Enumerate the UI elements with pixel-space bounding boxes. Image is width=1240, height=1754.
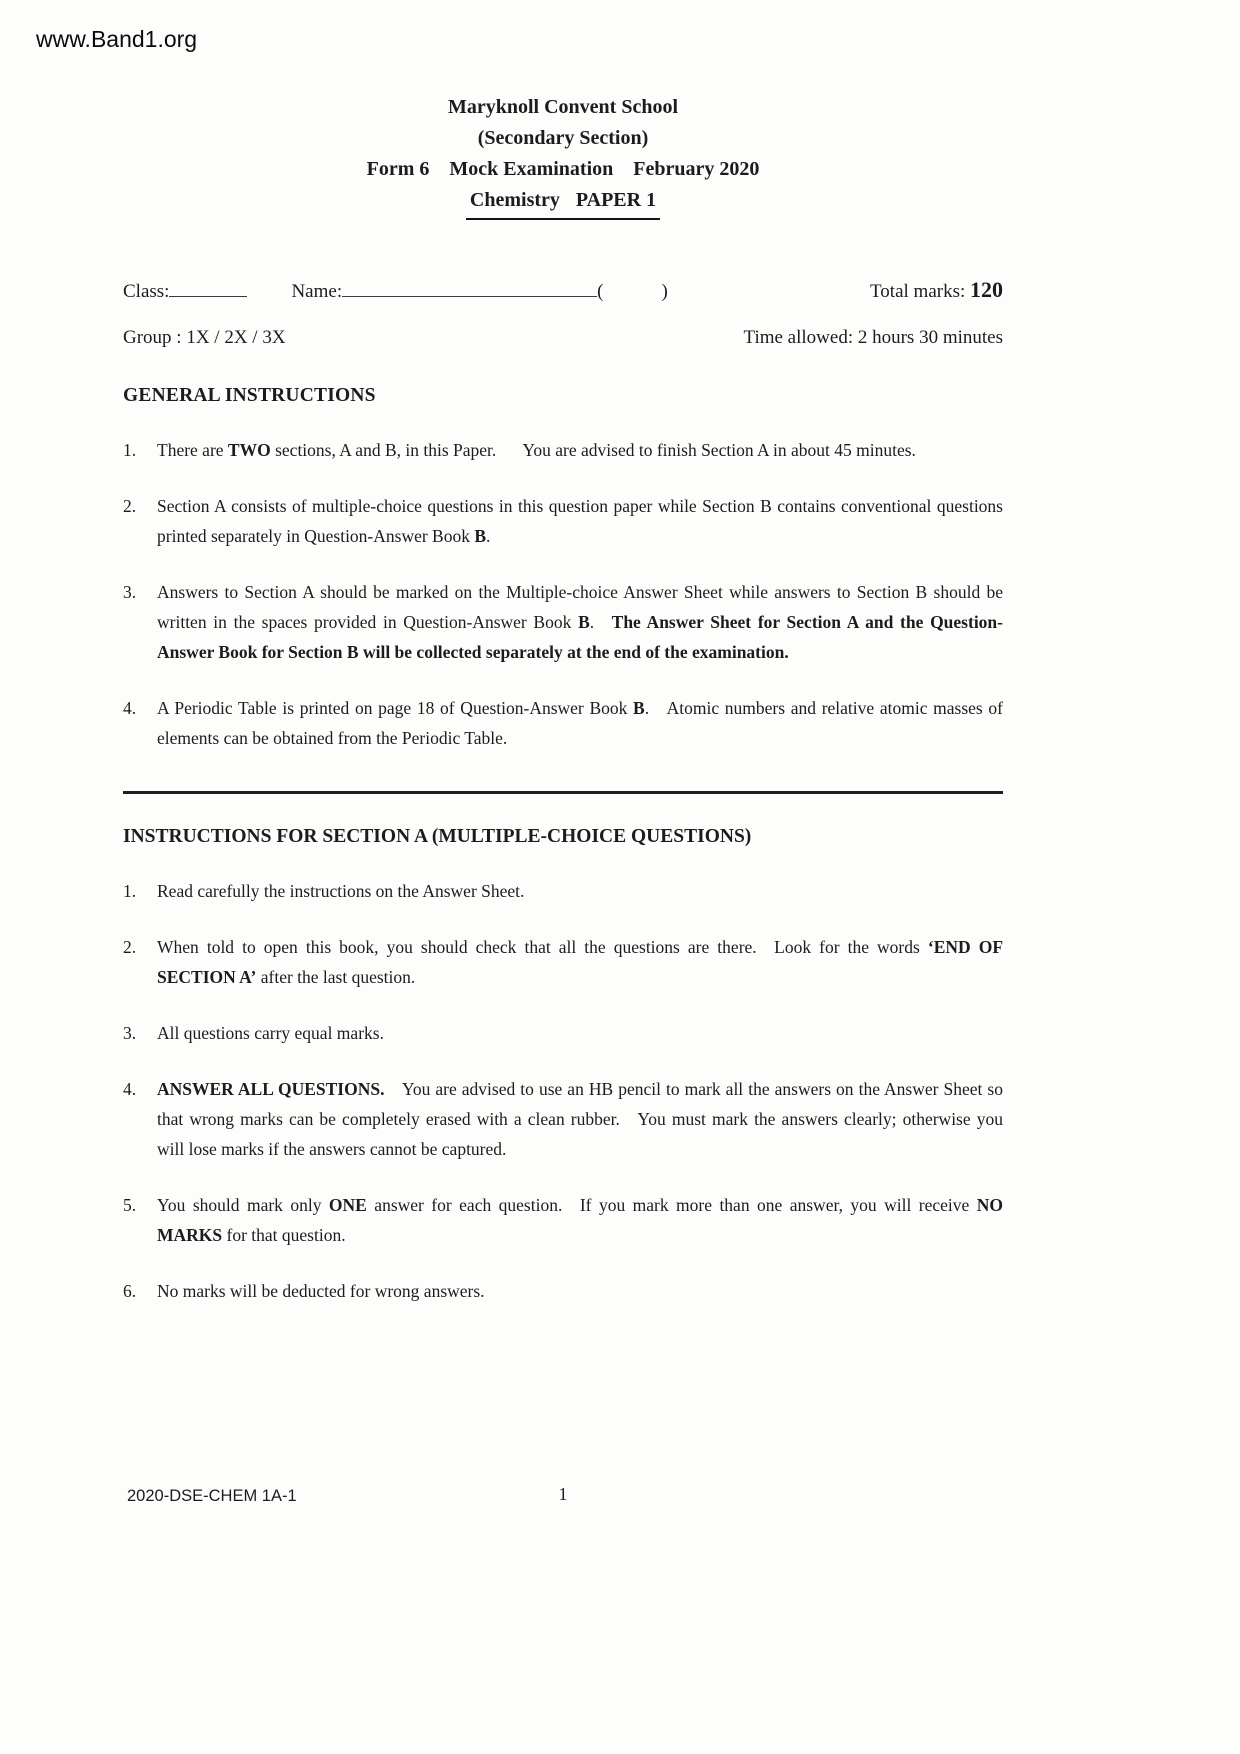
- time-allowed: Time allowed: 2 hours 30 minutes: [743, 327, 1003, 348]
- page-footer: [123, 1484, 1003, 1505]
- name-label: Name:: [291, 281, 343, 302]
- page-number: 1: [558, 1484, 568, 1504]
- instruction-item: [123, 1276, 1003, 1306]
- instruction-item: [123, 1018, 1003, 1048]
- instruction-item: [123, 1074, 1003, 1164]
- item-text: All questions carry equal marks.: [157, 1023, 384, 1043]
- item-number: 3.: [123, 582, 137, 602]
- item-text: Read carefully the instructions on the Answer Sheet.: [157, 881, 525, 901]
- exam-date: February 2020: [633, 158, 760, 180]
- school-name: Maryknoll Convent School: [447, 96, 679, 118]
- item-number: 1.: [123, 881, 137, 901]
- form-level: Form 6: [366, 158, 430, 180]
- class-number-paren-open: (: [597, 281, 604, 302]
- item-number: 3.: [123, 1023, 137, 1043]
- item-text: There are TWO sections, A and B, in this Paper. You are advised to finish Section A in about 45 minutes.: [157, 440, 916, 460]
- exam-header: [123, 92, 1003, 220]
- item-number: 4.: [123, 1079, 137, 1099]
- page-content: [123, 0, 1003, 1332]
- item-number: 5.: [123, 1195, 137, 1215]
- item-text: Answers to Section A should be marked on the Multiple-choice Answer Sheet while answers to Section B should be written in the spaces provided in Question-Answer Book B. The Answer Sheet for Section A and the Question-Answer Book for Section B will be collected separately at the end of the examination.: [157, 582, 1003, 662]
- instruction-item: [123, 1190, 1003, 1250]
- general-instructions-title: GENERAL INSTRUCTIONS: [123, 385, 376, 406]
- section-divider: [123, 791, 1003, 794]
- group-label: Group : 1X / 2X / 3X: [123, 327, 286, 348]
- site-watermark: www.Band1.org: [36, 26, 198, 52]
- total-marks-label: Total marks:: [870, 281, 966, 302]
- item-text: When told to open this book, you should check that all the questions are there. Look for the words ‘END OF SECTION A’ after the last question.: [157, 937, 1004, 987]
- subject-paper-title: [466, 185, 660, 220]
- class-blank-line: [169, 276, 247, 297]
- subject-line-wrap: [123, 185, 1003, 220]
- exam-name: Mock Examination: [449, 158, 614, 180]
- item-text: ANSWER ALL QUESTIONS. You are advised to use an HB pencil to mark all the answers on the Answer Sheet so that wrong marks can be completely erased with a clean rubber. You must mark the answers clearly; otherwise you will lose marks if the answers cannot be captured.: [157, 1079, 1003, 1159]
- general-instructions-list: [123, 435, 1003, 753]
- item-number: 2.: [123, 937, 137, 957]
- instruction-item: [123, 932, 1003, 992]
- instruction-item: [123, 693, 1003, 753]
- item-text: Section A consists of multiple-choice questions in this question paper while Section B contains conventional questions printed separately in Question-Answer Book B.: [157, 496, 1003, 546]
- instruction-item: [123, 876, 1003, 906]
- total-marks-value: 120: [970, 277, 1003, 302]
- section-a-instructions-list: [123, 876, 1003, 1306]
- instruction-item: [123, 577, 1003, 667]
- item-text: A Periodic Table is printed on page 18 of Question-Answer Book B. Atomic numbers and relative atomic masses of elements can be obtained from the Periodic Table.: [157, 698, 1003, 748]
- total-marks: [870, 277, 1003, 303]
- exam-title-line: [123, 154, 1003, 185]
- class-number-paren-close: ): [661, 281, 668, 302]
- item-number: 6.: [123, 1281, 137, 1301]
- section-a-instructions-title: INSTRUCTIONS FOR SECTION A (MULTIPLE-CHOICE QUESTIONS): [123, 826, 752, 847]
- subject-name: Chemistry: [469, 189, 560, 211]
- item-text: No marks will be deducted for wrong answers.: [157, 1281, 485, 1301]
- document-code: 2020-DSE-CHEM 1A-1: [127, 1487, 297, 1505]
- class-label: Class:: [123, 281, 170, 302]
- item-text: You should mark only ONE answer for each question. If you mark more than one answer, you will receive NO MARKS for that question.: [157, 1195, 1003, 1245]
- item-number: 4.: [123, 698, 137, 718]
- name-blank-line: [342, 276, 597, 297]
- group-time-row: [123, 327, 1003, 349]
- item-number: 1.: [123, 440, 137, 460]
- instruction-item: [123, 435, 1003, 465]
- instruction-item: [123, 491, 1003, 551]
- school-section: (Secondary Section): [477, 127, 649, 149]
- candidate-info-row: [123, 276, 1003, 303]
- paper-number: PAPER 1: [575, 189, 657, 211]
- item-number: 2.: [123, 496, 137, 516]
